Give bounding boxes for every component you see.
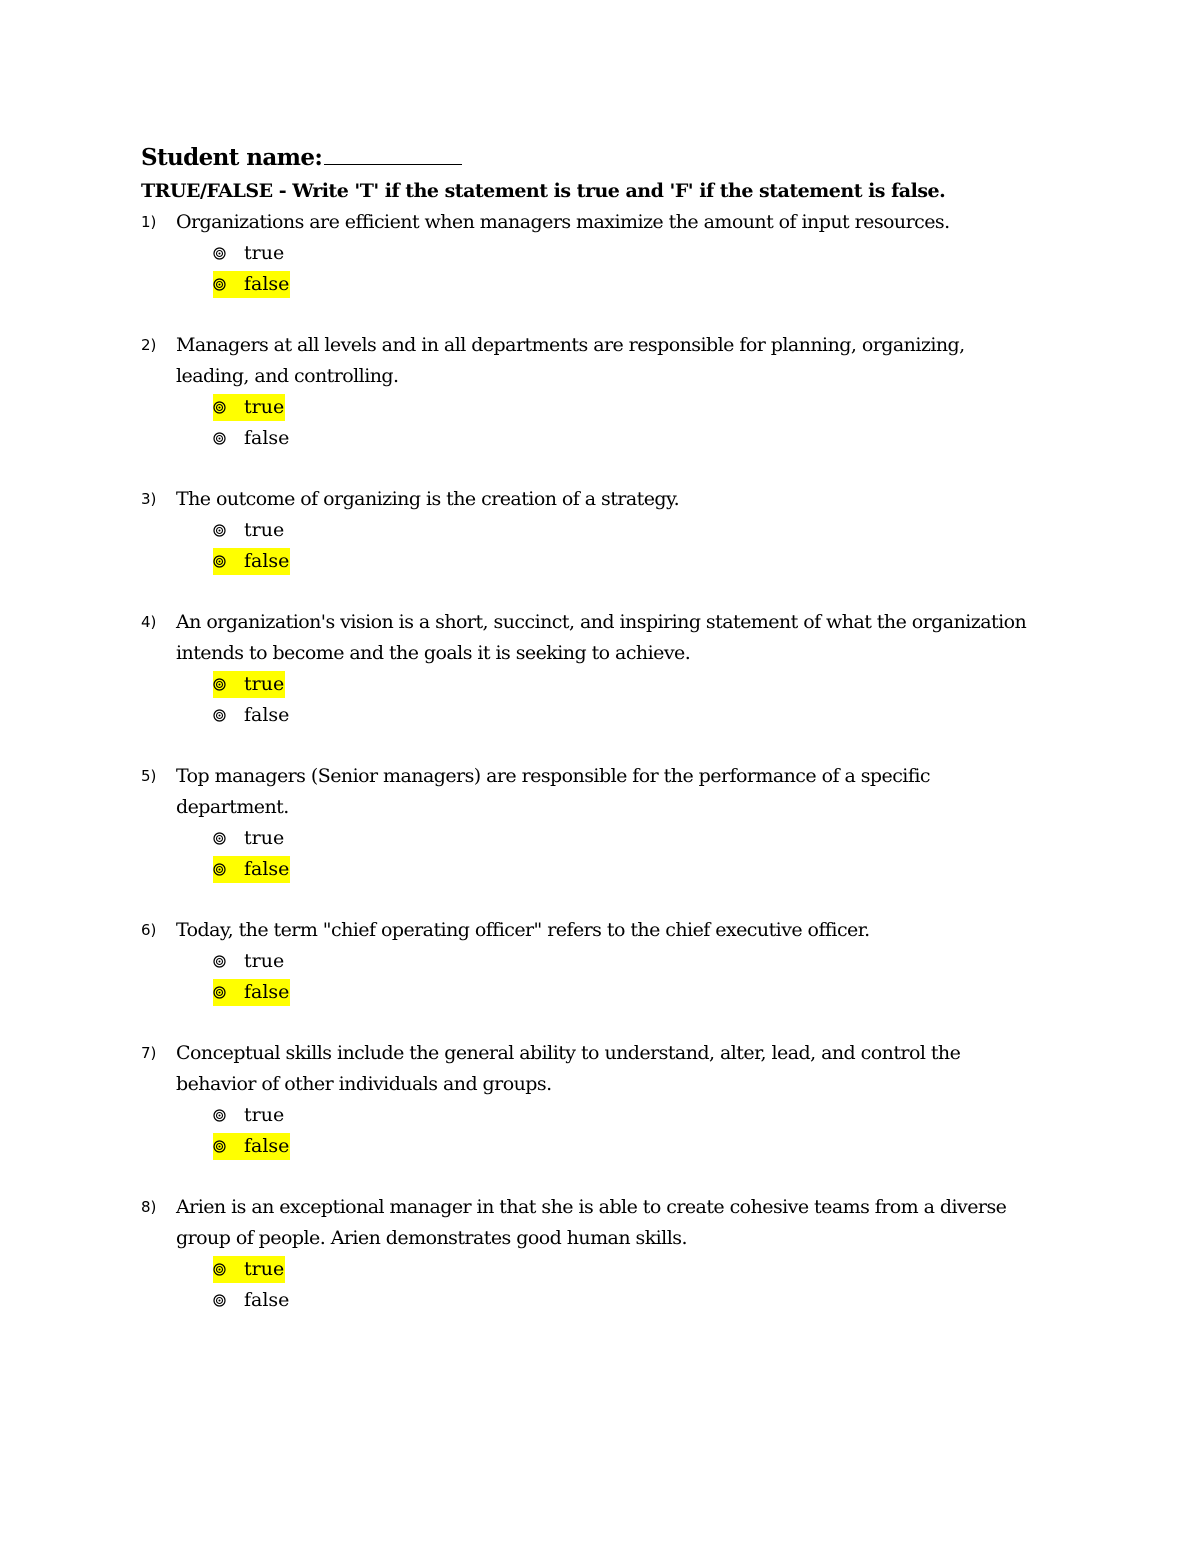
question-text-line: leading, and controlling. <box>176 365 399 387</box>
radio-circle-icon <box>213 986 226 999</box>
question-number: 5) <box>141 767 157 785</box>
question-list <box>141 207 1071 1316</box>
radio-circle-icon <box>213 1109 226 1122</box>
answer-option-label: true <box>244 242 285 264</box>
question-text <box>176 484 1071 515</box>
question-text-line: An organization's vision is a short, succinct, and inspiring statement of what the organization <box>176 611 1027 633</box>
radio-circle-icon <box>213 1294 226 1307</box>
answer-options <box>176 823 1071 885</box>
radio-circle-icon <box>213 432 226 445</box>
answer-option-false[interactable] <box>213 546 1071 577</box>
instructions-heading: TRUE/FALSE - Write 'T' if the statement is true and 'F' if the statement is false. <box>141 180 946 202</box>
answer-option-body <box>213 1102 285 1129</box>
answer-option-body <box>213 1133 290 1160</box>
answer-option-false[interactable] <box>213 700 1071 731</box>
answer-option-body <box>213 271 290 298</box>
answer-option-true[interactable] <box>213 1254 1071 1285</box>
answer-option-body <box>213 1256 285 1283</box>
question-number: 1) <box>141 213 157 231</box>
radio-circle-icon <box>213 955 226 968</box>
radio-circle-icon <box>213 278 226 291</box>
radio-circle-icon <box>213 832 226 845</box>
document-page <box>141 140 1071 1316</box>
answer-option-body <box>213 425 290 452</box>
answer-option-body <box>213 240 285 267</box>
question-item <box>141 1038 1071 1162</box>
answer-option-true[interactable] <box>213 238 1071 269</box>
question-number: 8) <box>141 1198 157 1216</box>
answer-option-label: false <box>244 981 290 1003</box>
question-text-line: The outcome of organizing is the creation of a strategy. <box>176 488 680 510</box>
question-item <box>141 484 1071 577</box>
answer-option-false[interactable] <box>213 269 1071 300</box>
question-text-line: department. <box>176 796 289 818</box>
question-text <box>176 915 1071 946</box>
answer-option-false[interactable] <box>213 854 1071 885</box>
question-text-line: behavior of other individuals and groups. <box>176 1073 552 1095</box>
radio-circle-icon <box>213 524 226 537</box>
question-text <box>176 761 1071 823</box>
radio-circle-icon <box>213 555 226 568</box>
question-text-line: Top managers (Senior managers) are responsible for the performance of a specific <box>176 765 930 787</box>
answer-option-body <box>213 856 290 883</box>
answer-options <box>176 1254 1071 1316</box>
answer-option-false[interactable] <box>213 1131 1071 1162</box>
question-item <box>141 607 1071 731</box>
answer-option-label: false <box>244 550 290 572</box>
answer-options <box>176 946 1071 1008</box>
student-name-line <box>141 140 1071 176</box>
answer-option-label: false <box>244 704 290 726</box>
question-number: 6) <box>141 921 157 939</box>
question-text-line: Managers at all levels and in all departments are responsible for planning, organizing, <box>176 334 965 356</box>
answer-options <box>176 669 1071 731</box>
answer-option-body <box>213 548 290 575</box>
answer-option-false[interactable] <box>213 423 1071 454</box>
answer-option-true[interactable] <box>213 823 1071 854</box>
answer-option-body <box>213 394 285 421</box>
answer-option-label: true <box>244 1258 285 1280</box>
answer-option-true[interactable] <box>213 392 1071 423</box>
question-text-line: intends to become and the goals it is seeking to achieve. <box>176 642 691 664</box>
question-text-line: Today, the term "chief operating officer" refers to the chief executive officer. <box>176 919 870 941</box>
question-text-line: Conceptual skills include the general ability to understand, alter, lead, and control the <box>176 1042 961 1064</box>
question-item <box>141 330 1071 454</box>
answer-options <box>176 392 1071 454</box>
question-text <box>176 207 1071 238</box>
radio-circle-icon <box>213 401 226 414</box>
answer-options <box>176 515 1071 577</box>
student-name-label: Student name: <box>141 144 323 171</box>
question-item <box>141 207 1071 300</box>
answer-option-label: false <box>244 858 290 880</box>
student-name-blank[interactable] <box>324 140 462 165</box>
radio-circle-icon <box>213 1140 226 1153</box>
answer-option-true[interactable] <box>213 946 1071 977</box>
answer-option-label: false <box>244 1135 290 1157</box>
question-number: 4) <box>141 613 157 631</box>
answer-option-body <box>213 825 285 852</box>
answer-option-true[interactable] <box>213 669 1071 700</box>
answer-option-body <box>213 1287 290 1314</box>
radio-circle-icon <box>213 678 226 691</box>
question-text <box>176 1192 1071 1254</box>
answer-option-label: true <box>244 1104 285 1126</box>
answer-option-label: true <box>244 396 285 418</box>
answer-option-label: false <box>244 427 290 449</box>
question-text <box>176 1038 1071 1100</box>
radio-circle-icon <box>213 1263 226 1276</box>
answer-options <box>176 238 1071 300</box>
answer-option-label: false <box>244 273 290 295</box>
radio-circle-icon <box>213 709 226 722</box>
question-number: 7) <box>141 1044 157 1062</box>
answer-option-body <box>213 671 285 698</box>
answer-option-label: true <box>244 950 285 972</box>
radio-circle-icon <box>213 247 226 260</box>
answer-option-label: true <box>244 673 285 695</box>
question-text-line: Arien is an exceptional manager in that she is able to create cohesive teams from a diverse <box>176 1196 1007 1218</box>
question-number: 2) <box>141 336 157 354</box>
answer-option-body <box>213 702 290 729</box>
answer-option-label: true <box>244 519 285 541</box>
question-text <box>176 330 1071 392</box>
answer-option-false[interactable] <box>213 977 1071 1008</box>
question-text <box>176 607 1071 669</box>
answer-option-body <box>213 979 290 1006</box>
question-item <box>141 761 1071 885</box>
answer-option-body <box>213 948 285 975</box>
answer-options <box>176 1100 1071 1162</box>
answer-option-true[interactable] <box>213 1100 1071 1131</box>
answer-option-true[interactable] <box>213 515 1071 546</box>
question-item <box>141 915 1071 1008</box>
answer-option-label: true <box>244 827 285 849</box>
answer-option-body <box>213 517 285 544</box>
answer-option-false[interactable] <box>213 1285 1071 1316</box>
question-text-line: Organizations are efficient when managers maximize the amount of input resources. <box>176 211 950 233</box>
question-number: 3) <box>141 490 157 508</box>
question-text-line: group of people. Arien demonstrates good human skills. <box>176 1227 687 1249</box>
radio-circle-icon <box>213 863 226 876</box>
question-item <box>141 1192 1071 1316</box>
answer-option-label: false <box>244 1289 290 1311</box>
